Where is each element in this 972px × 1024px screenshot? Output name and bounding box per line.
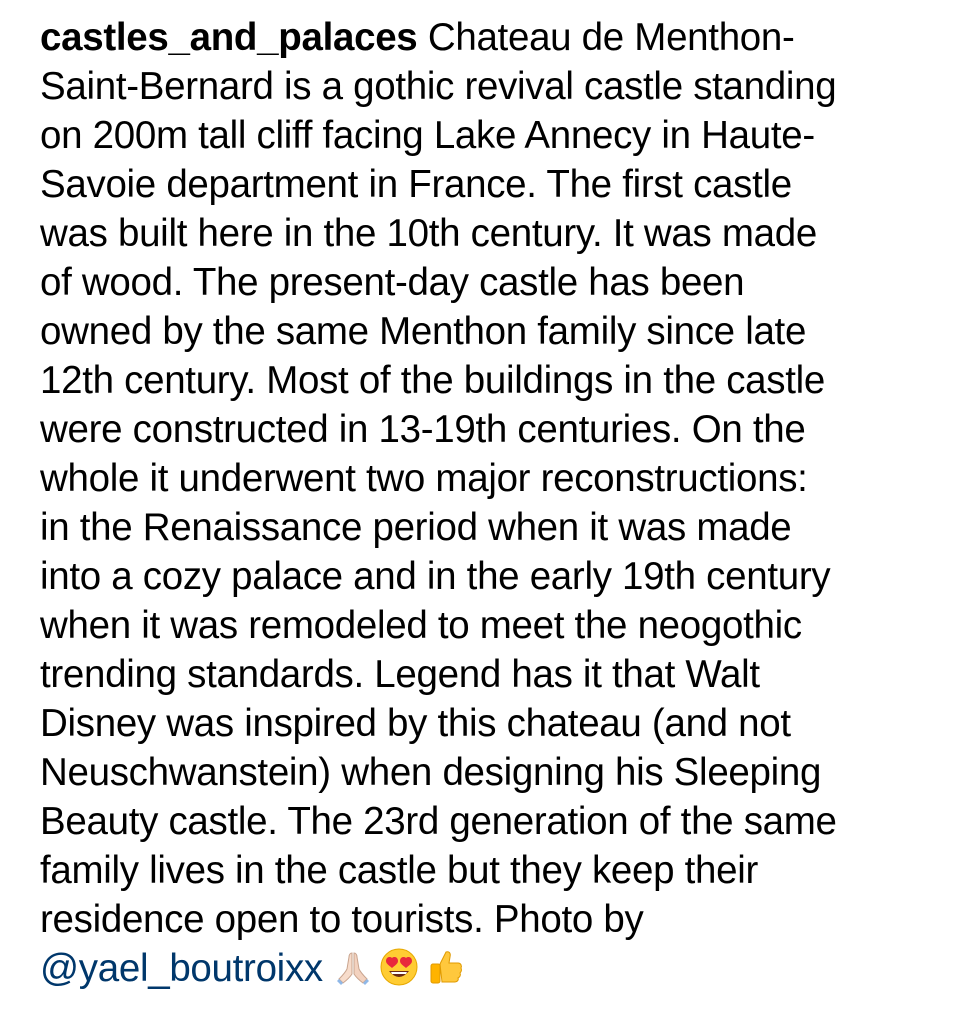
caption-line — [40, 13, 960, 62]
emoji-group — [333, 947, 465, 987]
caption-line: owned by the same Menthon family since late — [40, 310, 807, 353]
post-caption — [40, 13, 960, 993]
caption-line: whole it underwent two major reconstructions: — [40, 457, 808, 500]
caption-line: Disney was inspired by this chateau (and not — [40, 702, 791, 745]
caption-line: Saint-Bernard is a gothic revival castle standing — [40, 65, 837, 108]
caption-line: on 200m tall cliff facing Lake Annecy in Haute- — [40, 114, 815, 157]
caption-line: Beauty castle. The 23rd generation of the same — [40, 800, 837, 843]
caption-line — [40, 944, 960, 993]
caption-line: was built here in the 10th century. It was made — [40, 212, 817, 255]
caption-line: trending standards. Legend has it that Walt — [40, 653, 760, 696]
caption-line: Savoie department in France. The first castle — [40, 163, 792, 206]
username-link[interactable]: castles_and_palaces — [40, 16, 418, 59]
caption-line: of wood. The present-day castle has been — [40, 261, 745, 304]
caption-line: family lives in the castle but they keep their — [40, 849, 759, 892]
caption-line: were constructed in 13-19th centuries. On the — [40, 408, 806, 451]
thumbs-up-icon — [425, 947, 465, 987]
caption-line: into a cozy palace and in the early 19th century — [40, 555, 831, 598]
heart-eyes-face-icon — [379, 947, 419, 987]
caption-line: in the Renaissance period when it was made — [40, 506, 792, 549]
caption-line: when it was remodeled to meet the neogothic — [40, 604, 802, 647]
mention-link[interactable]: @yael_boutroixx — [40, 947, 323, 990]
praying-hands-icon — [333, 947, 373, 987]
caption-line: Neuschwanstein) when designing his Sleeping — [40, 751, 822, 794]
caption-line: residence open to tourists. Photo by — [40, 898, 644, 941]
caption-line: 12th century. Most of the buildings in the castle — [40, 359, 825, 402]
caption-text: Chateau de Menthon- — [427, 16, 795, 59]
